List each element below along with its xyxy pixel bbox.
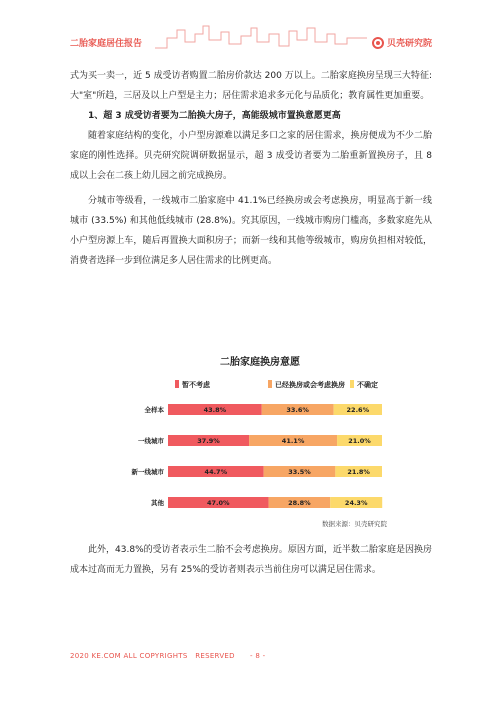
stacked-bar-chart [120, 353, 400, 533]
category-label: 一线城市 [138, 437, 164, 445]
legend-label: 不确定 [357, 381, 378, 389]
data-label: 24.3% [344, 499, 368, 507]
category-label: 全样本 [144, 406, 164, 414]
legend-swatch [175, 380, 179, 388]
section-heading: 1、超 3 成受访者要为二胎换大房子，高能级城市置换意愿更高 [88, 111, 341, 121]
data-label: 44.7% [204, 468, 228, 476]
category-label: 新一线城市 [131, 468, 164, 476]
category-label: 其他 [151, 499, 164, 507]
data-label: 33.5% [288, 468, 311, 476]
data-label: 21.8% [347, 468, 370, 476]
brand-logo [372, 36, 432, 49]
report-title: 二胎家庭居住报告 [70, 39, 143, 49]
data-label: 43.8% [203, 406, 227, 414]
skyline-decoration [155, 22, 367, 50]
brand-logo-icon [372, 37, 384, 49]
legend-swatch [268, 380, 272, 388]
data-label: 22.6% [346, 406, 370, 414]
body-content-lower [70, 540, 432, 580]
page-header [0, 0, 500, 60]
data-label: 21.0% [348, 437, 371, 445]
paragraph-2: 随着家庭结构的变化，小户型房源难以满足多口之家的居住需求，换房便成为不少二胎家庭的刚性选择。贝壳研究院调研数据显示，超 3 成受访者要为二胎重新置换房子，且 8 成以上会在二孩上幼儿园之前完成换房。 [70, 131, 432, 181]
data-label: 47.0% [207, 499, 230, 507]
data-label: 33.6% [286, 406, 309, 414]
legend-swatch [350, 380, 354, 388]
data-source: 数据来源：贝壳研究院 [322, 520, 387, 528]
chart-container [120, 353, 400, 533]
brand-name: 贝壳研究院 [387, 39, 433, 49]
legend-label: 已经换房或会考虑换房 [275, 381, 345, 389]
paragraph-intro: 式为买一卖一，近 5 成受访者购置二胎房价款达 200 万以上。二胎家庭换房呈现三大特征:大"室"所趋，三居及以上户型是主力；居住需求追求多元化与品质化；教育属性更加重要。 [70, 71, 432, 101]
data-label: 37.9% [197, 437, 220, 445]
legend-label: 暂不考虑 [182, 381, 210, 389]
body-content [70, 66, 432, 271]
page-footer: 2020 KE.COM ALL COPYRIGHTS RESERVED - 8 - [70, 652, 266, 660]
chart-title: 二胎家庭换房意愿 [220, 357, 300, 368]
data-label: 41.1% [281, 437, 305, 445]
paragraph-4: 此外，43.8%的受访者表示生二胎不会考虑换房。原因方面，近半数二胎家庭是因换房成本过高而无力置换，另有 25%的受访者则表示当前住房可以满足居住需求。 [70, 545, 432, 575]
data-label: 28.8% [288, 499, 311, 507]
paragraph-3: 分城市等级看，一线城市二胎家庭中 41.1%已经换房或会考虑换房，明显高于新一线城市 (33.5%) 和其他低线城市 (28.8%)。究其原因，一线城市购房门槛高，多数家庭先从小户型房源上车，随后再置换大面积房子；而新一线和其他等级城市，购房负担相对较低，消费者选择一步到位满足多人居住需求的比例更高。 [70, 196, 432, 266]
